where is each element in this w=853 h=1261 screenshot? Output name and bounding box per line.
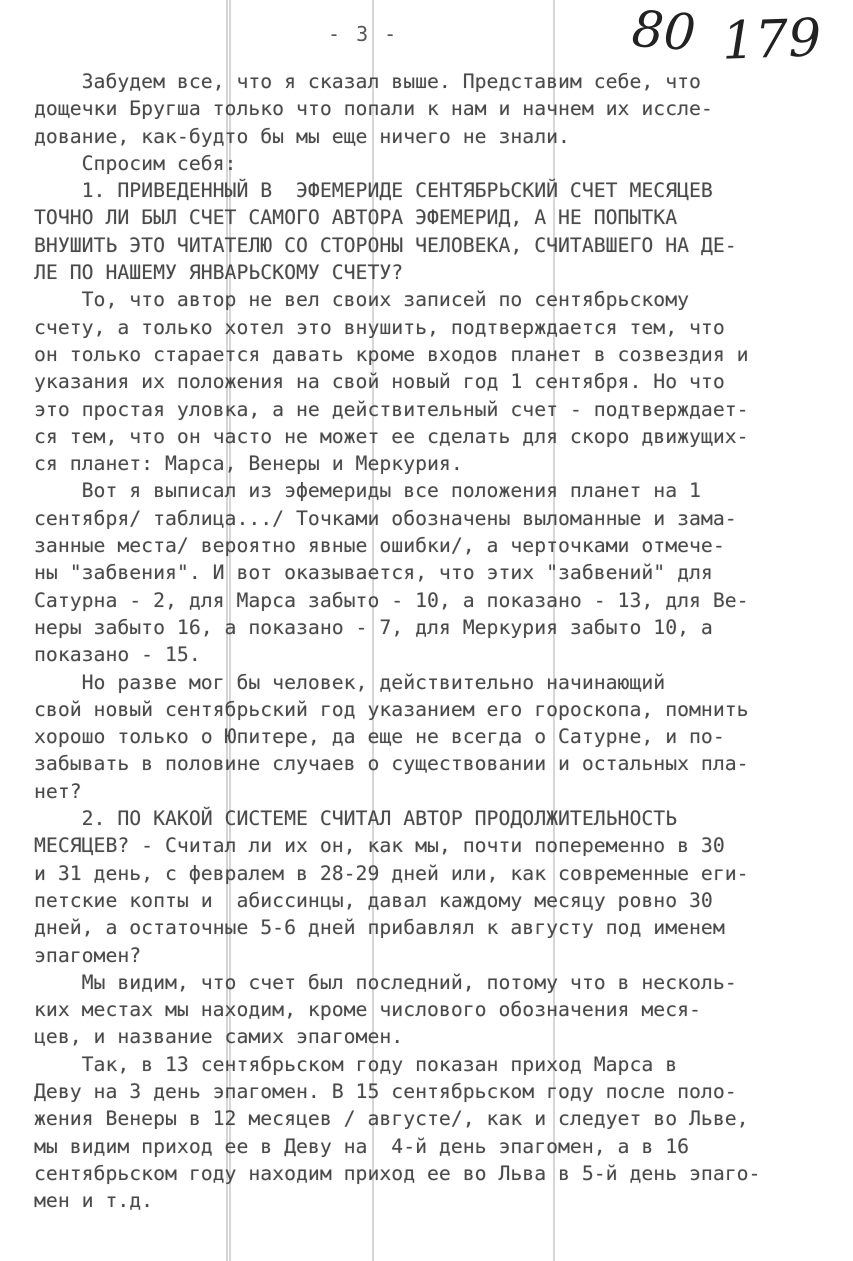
text-line: Спросим себя:	[34, 151, 237, 175]
text-line: мы видим приход ее в Деву на 4-й день эпагомен, а в 16	[34, 1134, 690, 1158]
archive-folio-handwritten: 179	[720, 8, 823, 72]
text-line: дощечки Бругша только что попали к нам и начнем их иссле-	[34, 97, 713, 121]
text-line: Так, в 13 сентябрьском году показан приход Марса в	[34, 1052, 678, 1076]
text-line: цев, и название самих эпагомен.	[34, 1025, 404, 1049]
text-line: дование, как-будто бы мы еще ничего не знали.	[34, 124, 570, 148]
text-line: сентября/ таблица.../ Точками обозначены выломанные и зама-	[34, 506, 737, 530]
text-line: ких местах мы находим, кроме числового обозначения меся-	[34, 998, 701, 1022]
text-line: ЛЕ ПО НАШЕМУ ЯНВАРЬСКОМУ СЧЕТУ?	[34, 261, 404, 285]
text-line: эпагомен?	[34, 943, 142, 967]
archive-number-handwritten: 80	[630, 0, 698, 63]
text-line: свой новый сентябрьский год указанием его гороскопа, помнить	[34, 697, 749, 721]
text-line: Забудем все, что я сказал выше. Представим себе, что	[34, 70, 701, 93]
text-line: занные места/ вероятно явные ошибки/, а черточками отмече-	[34, 534, 725, 558]
text-line: счету, а только хотел это внушить, подтверждается тем, что	[34, 315, 725, 339]
text-line: Но разве мог бы человек, действительно начинающий	[34, 670, 666, 694]
text-line: Сатурна - 2, для Марса забыто - 10, а показано - 13, для Ве-	[34, 588, 749, 612]
text-line: ны "забвения". И вот оказывается, что этих "забвений" для	[34, 561, 713, 585]
text-line: мен и т.д.	[34, 1189, 154, 1213]
text-line: петские копты и абиссинцы, давал каждому месяцу ровно 30	[34, 888, 713, 912]
text-line: 1. ПРИВЕДЕННЫЙ В ЭФЕМЕРИДЕ СЕНТЯБРЬСКИЙ СЧЕТ МЕСЯЦЕВ	[34, 179, 713, 203]
text-line: То, что автор не вел своих записей по сентябрьскому	[34, 288, 690, 312]
text-line: Мы видим, что счет был последний, потому что в несколь-	[34, 970, 737, 994]
page-number: - 3 -	[328, 22, 399, 46]
text-line: ся планет: Марса, Венеры и Меркурия.	[34, 452, 463, 476]
text-line: и 31 день, с февралем в 28-29 дней или, как современные еги-	[34, 861, 749, 885]
text-line: это простая уловка, а не действительный счет - подтверждает-	[34, 397, 749, 421]
document-body	[34, 68, 839, 1214]
text-line: ТОЧНО ЛИ БЫЛ СЧЕТ САМОГО АВТОРА ЭФЕМЕРИД, А НЕ ПОПЫТКА	[34, 206, 678, 230]
text-line: забывать в половине случаев о существовании и остальных пла-	[34, 752, 749, 776]
text-line: неры забыто 16, а показано - 7, для Меркурия забыто 10, а	[34, 615, 713, 639]
text-line: он только старается давать кроме входов планет в созвездия и	[34, 342, 749, 366]
text-line: Деву на 3 день эпагомен. В 15 сентябрьском году после поло-	[34, 1079, 737, 1103]
text-line: Вот я выписал из эфемериды все положения планет на 1	[34, 479, 701, 503]
text-line: нет?	[34, 779, 82, 803]
text-line: хорошо только о Юпитере, да еще не всегда о Сатурне, и по-	[34, 725, 725, 749]
text-line: показано - 15.	[34, 643, 201, 667]
text-line: жения Венеры в 12 месяцев / августе/, как и следует во Льве,	[34, 1107, 749, 1131]
text-line: ся тем, что он часто не может ее сделать для скоро движущих-	[34, 424, 749, 448]
text-line: указания их положения на свой новый год 1 сентября. Но что	[34, 370, 725, 394]
text-line: 2. ПО КАКОЙ СИСТЕМЕ СЧИТАЛ АВТОР ПРОДОЛЖИТЕЛЬНОСТЬ	[34, 807, 678, 831]
text-line: МЕСЯЦЕВ? - Считал ли их он, как мы, почти попеременно в 30	[34, 834, 725, 858]
text-line: ВНУШИТЬ ЭТО ЧИТАТЕЛЮ СО СТОРОНЫ ЧЕЛОВЕКА, СЧИТАВШЕГО НА ДЕ-	[34, 233, 737, 257]
text-line: сентябрьском году находим приход ее во Льва в 5-й день эпаго-	[34, 1161, 761, 1185]
text-line: дней, а остаточные 5-6 дней прибавлял к августу под именем	[34, 916, 725, 940]
